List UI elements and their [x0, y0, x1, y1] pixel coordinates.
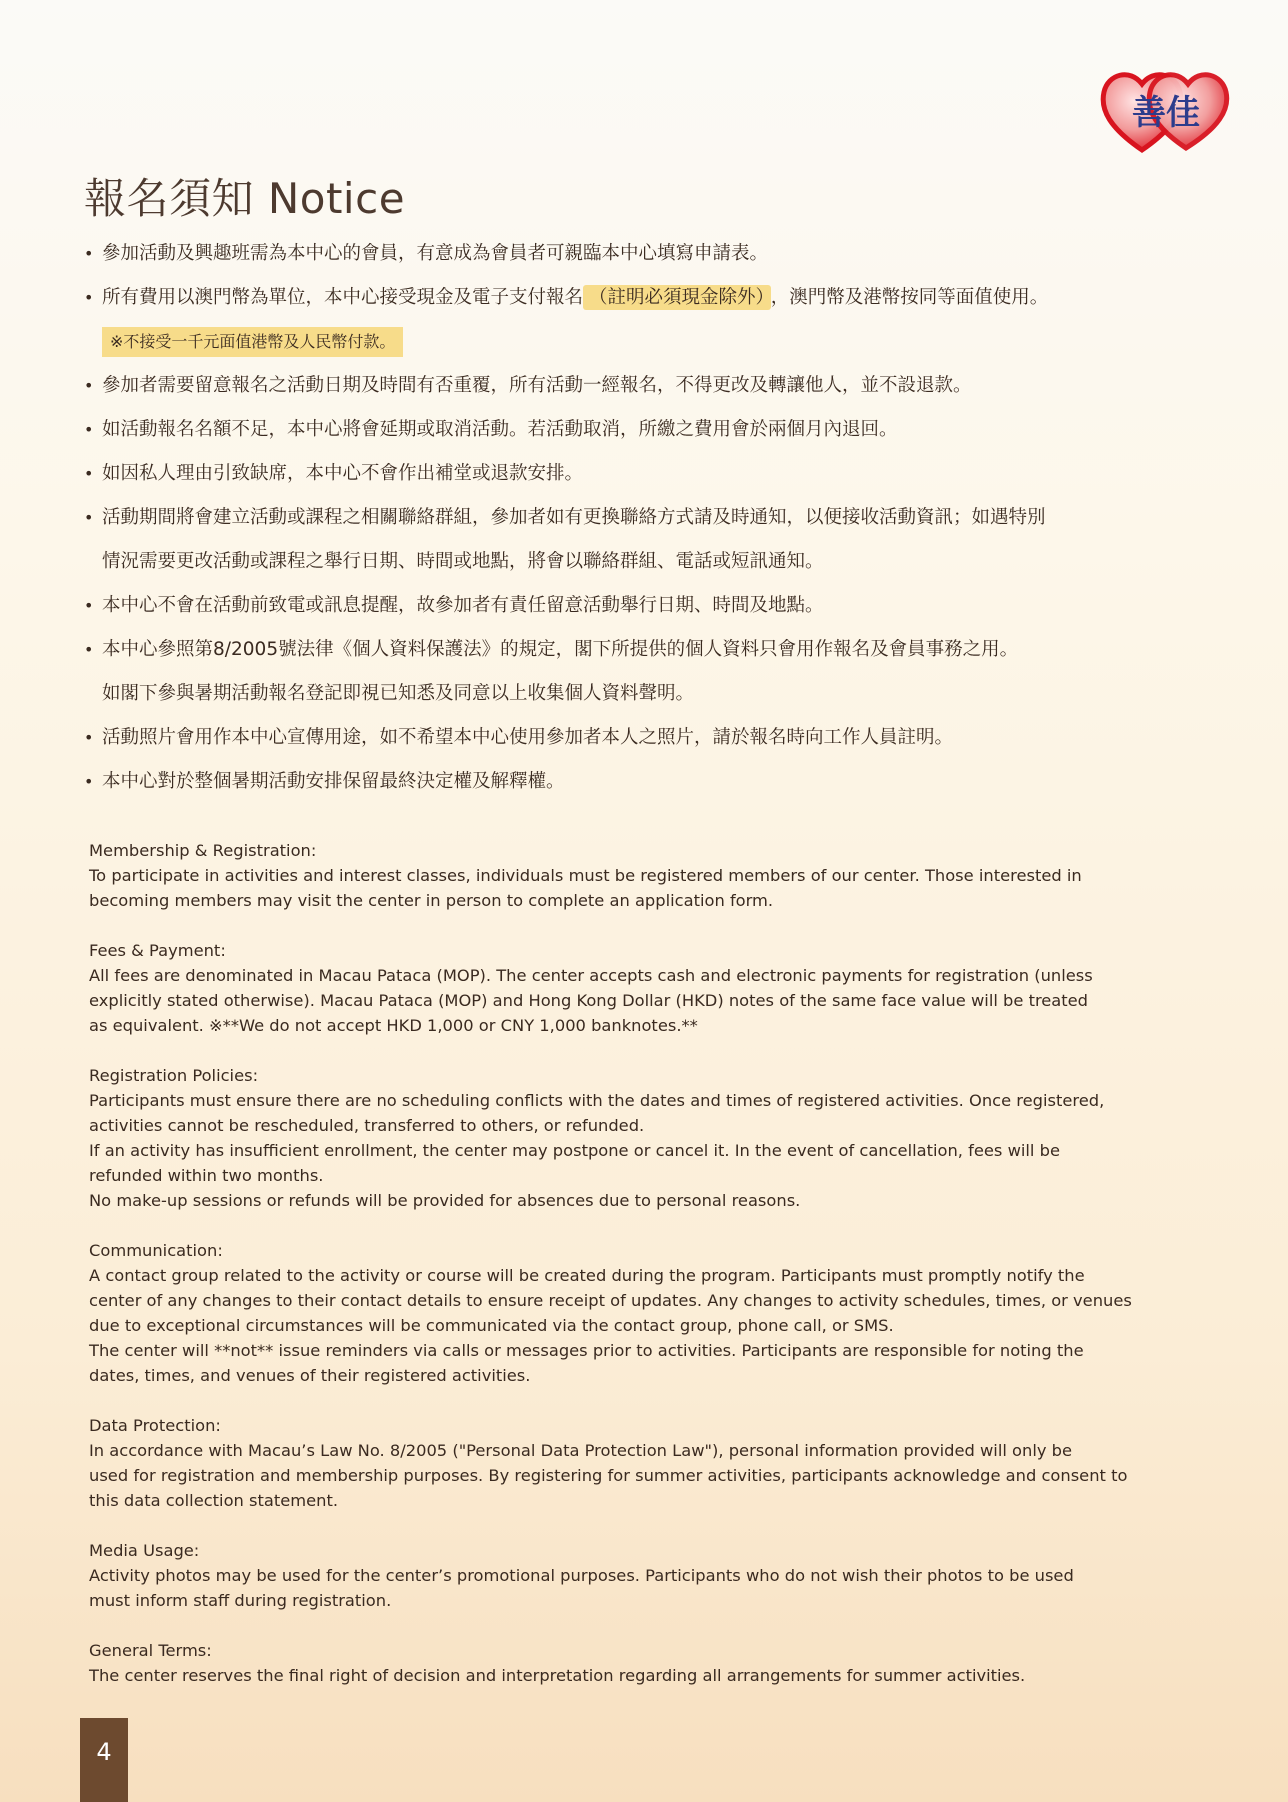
- list-item-text: 本中心參照第8/2005號法律《個人資料保護法》的規定，閣下所提供的個人資料只會用作報名及會員事務之用。: [102, 639, 1019, 660]
- section-heading: General Terms:: [89, 1641, 212, 1660]
- list-item-text: 本中心對於整個暑期活動安排保留最終決定權及解釋權。: [102, 771, 565, 792]
- section-text-line: Activity photos may be used for the center’s promotional purposes. Participants who do not wish their photos to be used: [89, 1566, 1074, 1585]
- double-heart-logo: [1100, 62, 1232, 158]
- bullet-icon: •: [84, 464, 94, 483]
- logo-text: 善佳: [1132, 93, 1200, 133]
- list-item-text: 所有費用以澳門幣為單位，本中心接受現金及電子支付報名: [102, 287, 584, 308]
- section-text-line: In accordance with Macau’s Law No. 8/2005 ("Personal Data Protection Law"), personal information provided will only be: [89, 1441, 1073, 1460]
- list-item-text: 參加者需要留意報名之活動日期及時間有否重覆，所有活動一經報名，不得更改及轉讓他人，並不設退款。: [102, 375, 972, 396]
- list-item: [84, 760, 1224, 804]
- section-text-line: A contact group related to the activity or course will be created during the program. Participants must promptly notify the: [89, 1266, 1085, 1285]
- section-text-line: If an activity has insufficient enrollment, the center may postpone or cancel it. In the event of cancellation, fees will be: [89, 1141, 1060, 1160]
- list-item-text: 活動期間將會建立活動或課程之相關聯絡群組，參加者如有更換聯絡方式請及時通知，以便接收活動資訊；如遇特別: [102, 507, 1046, 528]
- bullet-icon: •: [84, 508, 94, 527]
- list-item-text: 如閣下參與暑期活動報名登記即視已知悉及同意以上收集個人資料聲明。: [102, 683, 695, 704]
- list-item: [84, 628, 1224, 672]
- bullet-icon: •: [84, 772, 94, 791]
- section-text-line: becoming members may visit the center in person to complete an application form.: [89, 891, 774, 910]
- list-item: [84, 232, 1224, 276]
- list-item-continuation: [84, 540, 1224, 584]
- section-text-line: No make-up sessions or refunds will be provided for absences due to personal reasons.: [89, 1191, 801, 1210]
- section-text-line: dates, times, and venues of their registered activities.: [89, 1366, 531, 1385]
- section-text-line: used for registration and membership purposes. By registering for summer activities, participants acknowledge and consent to: [89, 1466, 1128, 1485]
- list-item-text: 活動照片會用作本中心宣傳用途，如不希望本中心使用參加者本人之照片，請於報名時向工作人員註明。: [102, 727, 954, 748]
- bullet-icon: •: [84, 288, 94, 307]
- list-item-text: 如因私人理由引致缺席，本中心不會作出補堂或退款安排。: [102, 463, 584, 484]
- section-text-line: To participate in activities and interest classes, individuals must be registered members of our center. Those interested in: [89, 866, 1082, 885]
- list-item: [84, 364, 1224, 408]
- list-item: [84, 408, 1224, 452]
- section-text-line: Participants must ensure there are no scheduling conflicts with the dates and times of registered activities. Once registered,: [89, 1091, 1105, 1110]
- highlighted-note: ※不接受一千元面值港幣及人民幣付款。: [102, 327, 403, 357]
- list-item: [84, 496, 1224, 540]
- list-item-text: 如活動報名名額不足，本中心將會延期或取消活動。若活動取消，所繳之費用會於兩個月內退回。: [102, 419, 898, 440]
- bullet-icon: •: [84, 728, 94, 747]
- list-item-text: ，澳門幣及港幣按同等面值使用。: [770, 287, 1049, 308]
- section-text-line: All fees are denominated in Macau Pataca (MOP). The center accepts cash and electronic payments for registration (unless: [89, 966, 1093, 985]
- english-section: [89, 1238, 1199, 1388]
- heart-icon: [1100, 62, 1232, 158]
- page-number-tab: [80, 1718, 128, 1802]
- section-text-line: refunded within two months.: [89, 1166, 324, 1185]
- section-text-line: explicitly stated otherwise). Macau Pataca (MOP) and Hong Kong Dollar (HKD) notes of the same face value will be treated: [89, 991, 1089, 1010]
- page-number: 4: [96, 1738, 112, 1766]
- section-text-line: as equivalent. ※**We do not accept HKD 1,000 or CNY 1,000 banknotes.**: [89, 1016, 698, 1035]
- section-heading: Communication:: [89, 1241, 223, 1260]
- section-text-line: activities cannot be rescheduled, transferred to others, or refunded.: [89, 1116, 645, 1135]
- list-item-note: [84, 320, 1224, 364]
- section-text-line: due to exceptional circumstances will be communicated via the contact group, phone call, or SMS.: [89, 1316, 894, 1335]
- section-heading: Registration Policies:: [89, 1066, 259, 1085]
- chinese-notice-list: [84, 232, 1224, 804]
- english-section: [89, 1063, 1199, 1213]
- highlighted-text: （註明必須現金除外）: [583, 285, 771, 310]
- section-text-line: The center will **not** issue reminders via calls or messages prior to activities. Participants are responsible for noting the: [89, 1341, 1084, 1360]
- list-item: [84, 276, 1224, 320]
- list-item: [84, 452, 1224, 496]
- english-section: [89, 1413, 1199, 1513]
- list-item-continuation: [84, 672, 1224, 716]
- section-heading: Media Usage:: [89, 1541, 200, 1560]
- bullet-icon: •: [84, 640, 94, 659]
- bullet-icon: •: [84, 376, 94, 395]
- page-title: 報名須知 Notice: [84, 174, 406, 223]
- bullet-icon: •: [84, 420, 94, 439]
- list-item-text: 本中心不會在活動前致電或訊息提醒，故參加者有責任留意活動舉行日期、時間及地點。: [102, 595, 824, 616]
- section-heading: Fees & Payment:: [89, 941, 226, 960]
- english-section: [89, 1538, 1199, 1613]
- section-text-line: must inform staff during registration.: [89, 1591, 392, 1610]
- list-item: [84, 716, 1224, 760]
- bullet-icon: •: [84, 596, 94, 615]
- section-text-line: The center reserves the final right of decision and interpretation regarding all arrangements for summer activities.: [89, 1666, 1026, 1685]
- section-text-line: this data collection statement.: [89, 1491, 339, 1510]
- english-section: [89, 938, 1199, 1038]
- english-section: [89, 838, 1199, 913]
- bullet-icon: •: [84, 244, 94, 263]
- list-item-text: 情況需要更改活動或課程之舉行日期、時間或地點，將會以聯絡群組、電話或短訊通知。: [102, 551, 824, 572]
- english-section: [89, 1638, 1199, 1688]
- section-text-line: center of any changes to their contact details to ensure receipt of updates. Any changes to activity schedules, times, or venues: [89, 1291, 1132, 1310]
- list-item: [84, 584, 1224, 628]
- section-heading: Data Protection:: [89, 1416, 221, 1435]
- english-notice: [89, 838, 1199, 1713]
- list-item-text: 參加活動及興趣班需為本中心的會員，有意成為會員者可親臨本中心填寫申請表。: [102, 243, 769, 264]
- section-heading: Membership & Registration:: [89, 841, 317, 860]
